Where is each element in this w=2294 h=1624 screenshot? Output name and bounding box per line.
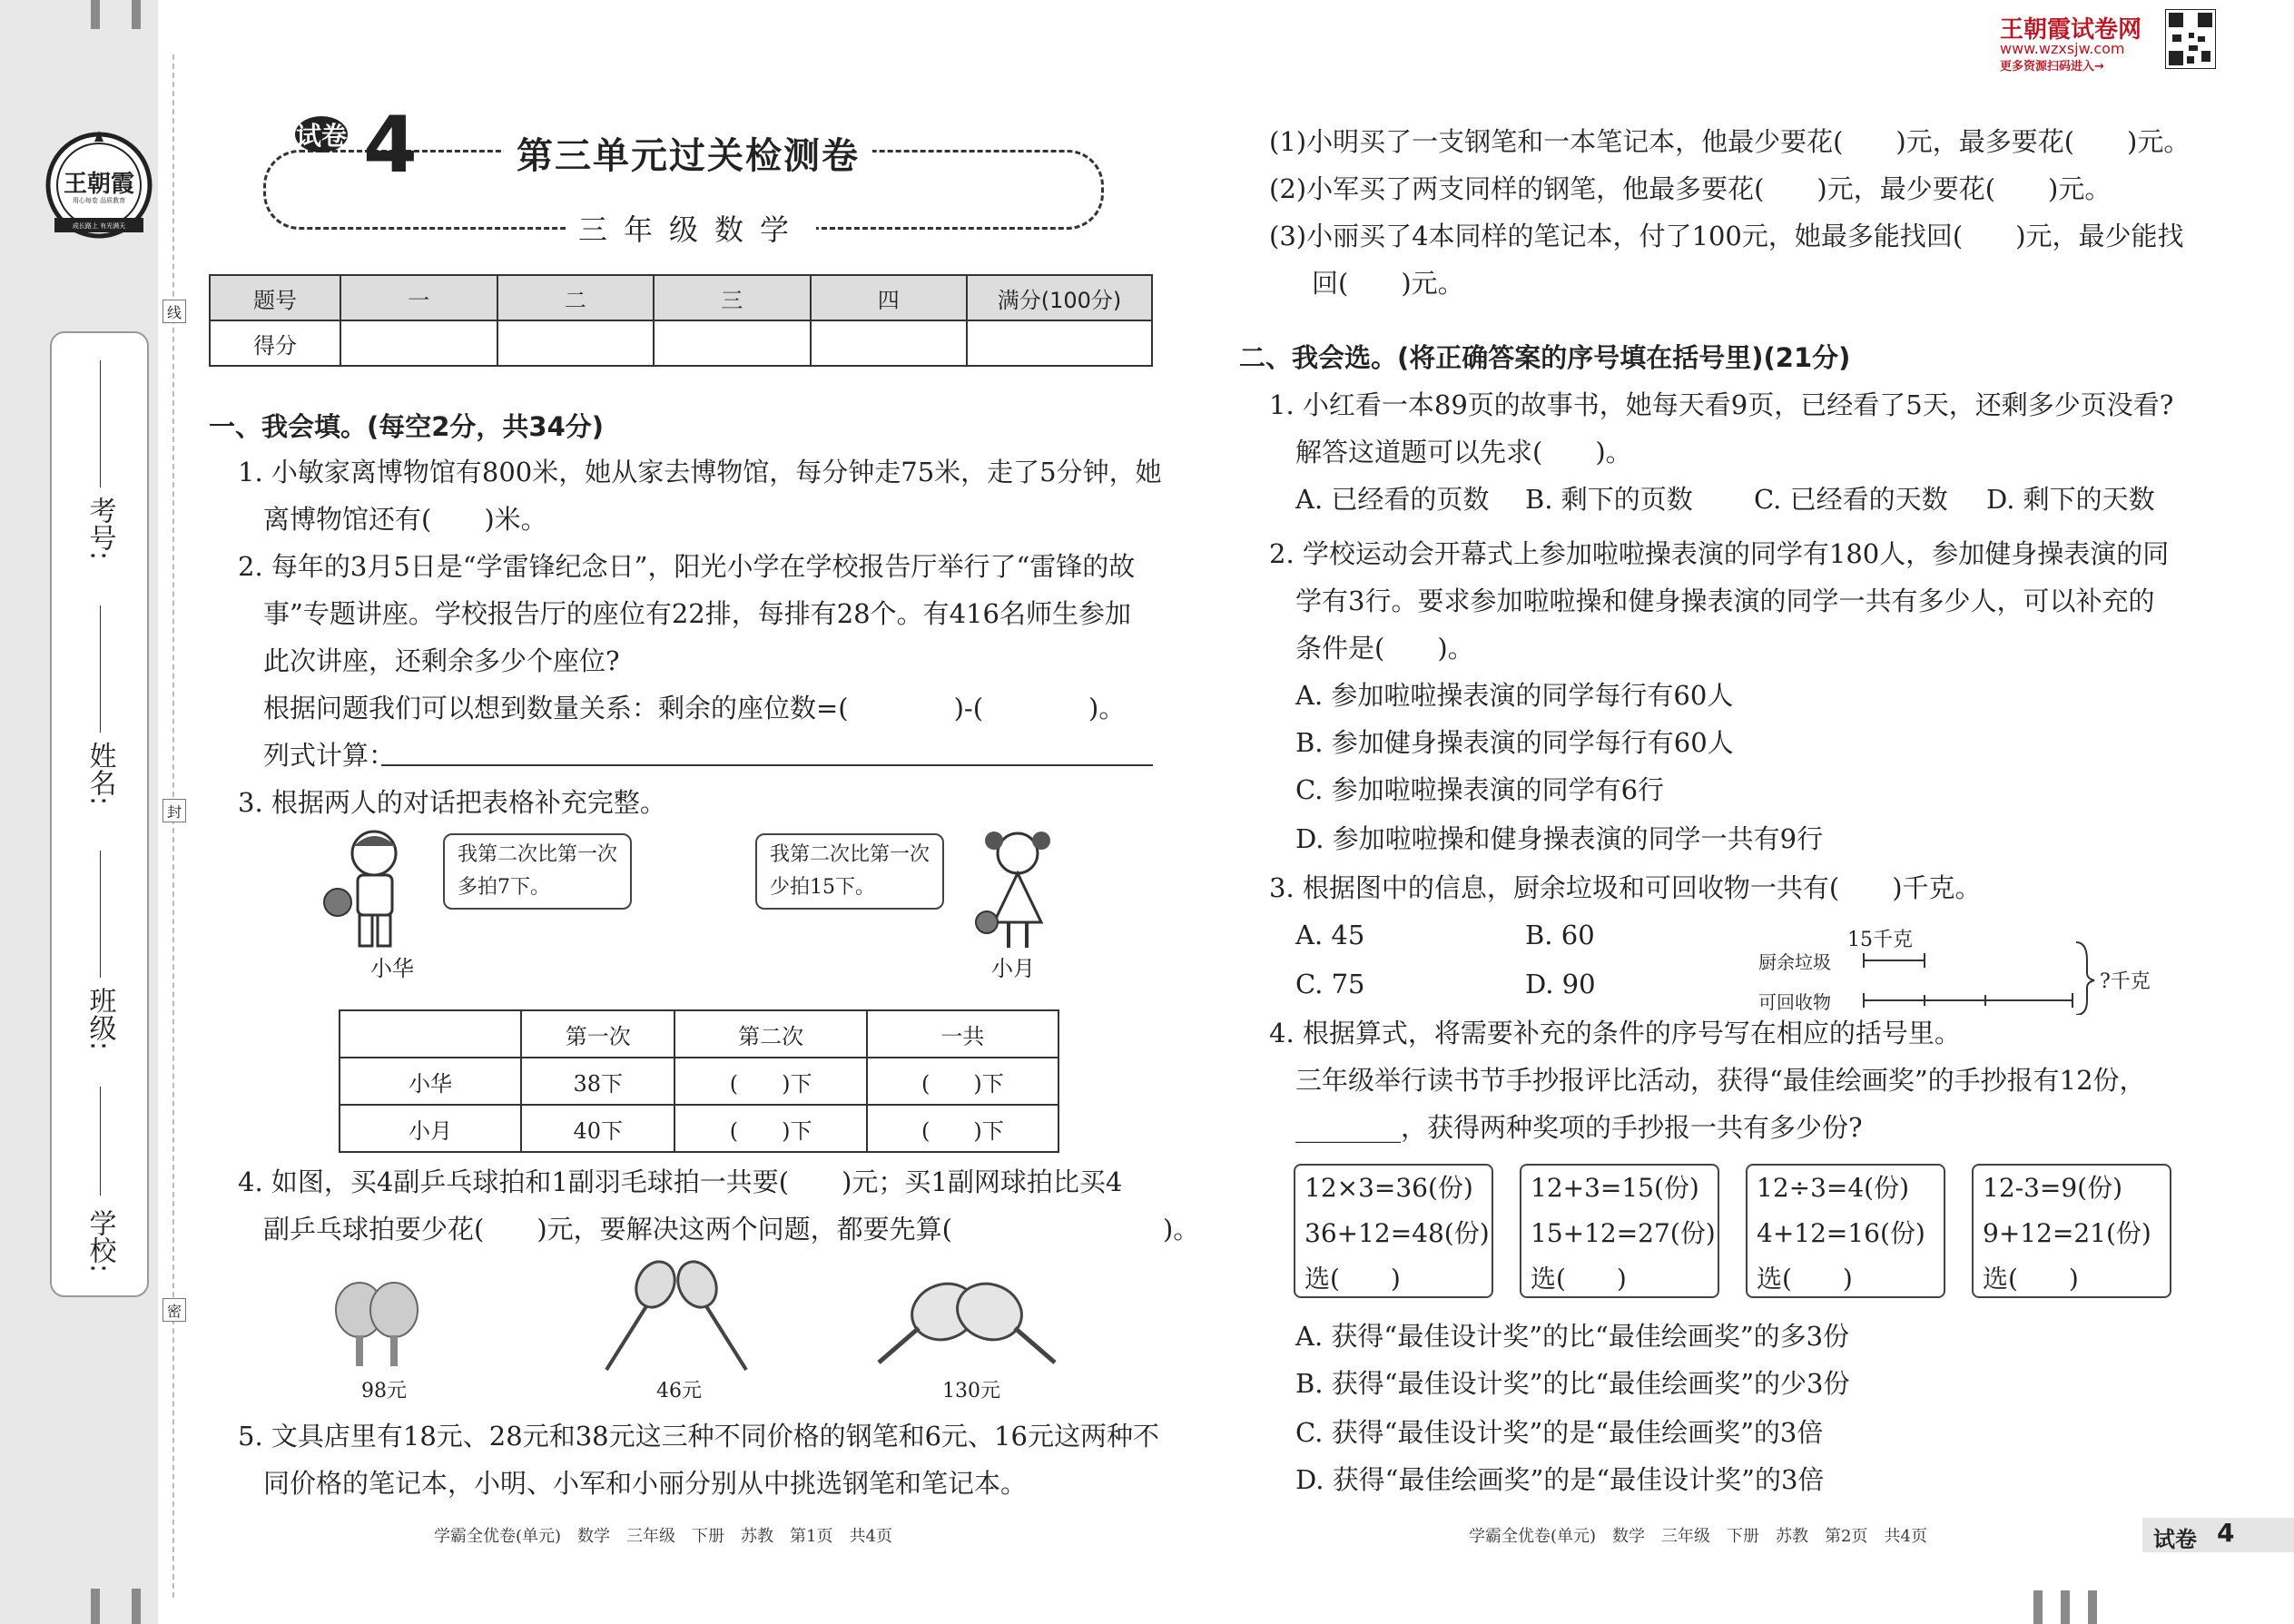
- score-header-cell: 三: [654, 275, 811, 320]
- ping-pong-paddles-icon: [327, 1275, 427, 1375]
- badminton-rackets-icon: [590, 1257, 763, 1380]
- s2-q1-line1: 1. 小红看一本89页的故事书，她每天看9页，已经看了5天，还剩多少页没看?: [1269, 389, 2174, 420]
- s2-q3-option-c: C. 75: [1295, 969, 1365, 999]
- table-row: [340, 1010, 1058, 1058]
- tab-number: 4: [2217, 1518, 2235, 1548]
- table-cell: 40下: [521, 1105, 674, 1152]
- s2-q2-line3: 条件是( )。: [1295, 633, 1474, 664]
- score-header-cell: 满分(100分): [967, 275, 1152, 320]
- s2-q2-option-d: D. 参加啦啦操和健身操表演的同学一共有9行: [1295, 823, 1824, 854]
- s2-q3-option-b: B. 60: [1525, 920, 1595, 950]
- s2-q4-option-a: A. 获得“最佳设计奖”的比“最佳绘画奖”的多3份: [1295, 1321, 1850, 1352]
- table-cell[interactable]: ( )下: [867, 1058, 1058, 1105]
- score-cell[interactable]: [967, 320, 1152, 366]
- s2-q4-option-d: D. 获得“最佳绘画奖”的是“最佳设计奖”的3倍: [1295, 1464, 1825, 1495]
- price-tennis: 130元: [942, 1380, 1000, 1403]
- speech-bubble-right: 我第二次比第一次 少拍15下。: [755, 833, 944, 910]
- score-header-row: [210, 275, 1152, 320]
- s2-q4-line2: 三年级举行读书节手抄报评比活动，获得“最佳绘画奖”的手抄报有12份，: [1295, 1065, 2146, 1096]
- score-cell[interactable]: [497, 320, 655, 366]
- binding-mark: [2033, 1590, 2043, 1624]
- calc-box: 12÷3=4(份) 4+12=16(份) 选( ): [1746, 1164, 1945, 1298]
- exam-number-label: 考号:: [84, 497, 116, 561]
- table-cell[interactable]: ( )下: [867, 1105, 1058, 1152]
- q2-line4: 根据问题我们可以想到数量关系：剩余的座位数=( )-( )。: [263, 693, 1126, 723]
- brand-tagline: 更多资源扫码进入→: [2000, 60, 2104, 74]
- s2-q2-option-a: A. 参加啦啦操表演的同学每行有60人: [1295, 680, 1734, 711]
- girl-name: 小月: [991, 956, 1035, 981]
- paper-badge: 试卷: [295, 116, 348, 153]
- cut-mark-line: 线: [162, 300, 186, 323]
- choice-slot[interactable]: 选( ): [1983, 1264, 2079, 1294]
- table-header-cell: 第一次: [521, 1010, 674, 1058]
- page-title: 第三单元过关检测卷: [504, 127, 872, 179]
- s2-q4-line3: ________，获得两种奖项的手抄报一共有多少份?: [1295, 1112, 1863, 1143]
- calc-box: 12-3=9(份) 9+12=21(份) 选( ): [1972, 1164, 2171, 1298]
- q4-line1: 4. 如图，买4副乒乓球拍和1副羽毛球拍一共要( )元；买1副网球拍比买4: [238, 1166, 1123, 1197]
- footer-left: 学霸全优卷(单元) 数学 三年级 下册 苏教 第1页 共4页: [434, 1527, 892, 1546]
- section2-heading: 二、我会选。(将正确答案的序号填在括号里)(21分): [1239, 342, 1851, 373]
- logo-sub1: 用心每卷 品质教育: [72, 197, 126, 204]
- calc-box: 12×3=36(份) 36+12=48(份) 选( ): [1294, 1164, 1493, 1298]
- boy-illustration: [318, 826, 427, 953]
- choice-slot[interactable]: 选( ): [1531, 1264, 1627, 1294]
- s2-q2-option-c: C. 参加啦啦操表演的同学有6行: [1295, 774, 1665, 805]
- score-cell[interactable]: [340, 320, 497, 366]
- section1-heading: 一、我会填。(每空2分，共34分): [209, 411, 605, 442]
- paper-tab: [2142, 1518, 2294, 1552]
- score-row: [210, 320, 1152, 366]
- table-header-cell: [340, 1010, 521, 1058]
- s2-q1-option-c: C. 已经看的天数: [1754, 484, 1948, 515]
- s2-q1-option-b: B. 剩下的页数: [1525, 484, 1693, 515]
- table-cell[interactable]: ( )下: [674, 1105, 866, 1152]
- dialog-table: [339, 1009, 1059, 1153]
- table-cell: 小月: [340, 1105, 521, 1152]
- q5-line1: 5. 文具店里有18元、28元和38元这三种不同价格的钢笔和6元、16元这两种不: [238, 1421, 1159, 1452]
- brand-name: 王朝霞试卷网: [2000, 16, 2142, 44]
- binding-mark: [91, 0, 100, 29]
- qr-code-icon[interactable]: [2165, 9, 2216, 69]
- score-header-cell: 四: [811, 275, 968, 320]
- binding-mark: [2061, 1590, 2070, 1624]
- table-cell[interactable]: ( )下: [674, 1058, 866, 1105]
- s2-q4-option-b: B. 获得“最佳设计奖”的比“最佳绘画奖”的少3份: [1295, 1368, 1850, 1399]
- score-table: [209, 274, 1153, 367]
- s2-q3-text: 3. 根据图中的信息，厨余垃圾和可回收物一共有( )千克。: [1269, 872, 1982, 903]
- s2-q4-line1: 4. 根据算式，将需要补充的条件的序号写在相应的括号里。: [1269, 1018, 1961, 1048]
- tab-label: 试卷: [2153, 1527, 2197, 1552]
- diagram-total-label: ?千克: [2100, 970, 2151, 993]
- tennis-rackets-icon: [871, 1275, 1062, 1375]
- score-header-cell: 题号: [210, 275, 340, 320]
- table-header-cell: 第二次: [674, 1010, 866, 1058]
- calc-box: 12+3=15(份) 15+12=27(份) 选( ): [1520, 1164, 1719, 1298]
- logo-text: 王朝霞: [63, 171, 134, 198]
- binding-mark: [132, 0, 141, 29]
- s2-q2-option-b: B. 参加健身操表演的同学每行有60人: [1295, 727, 1734, 758]
- logo-sub2: 成长路上 有光满天: [72, 222, 126, 230]
- table-cell: 小华: [340, 1058, 521, 1105]
- q5-line2: 同价格的笔记本，小明、小军和小丽分别从中挑选钢笔和笔记本。: [263, 1468, 1028, 1499]
- q5-sub1: (1)小明买了一支钢笔和一本笔记本，他最少要花( )元，最多要花( )元。: [1269, 126, 2191, 157]
- score-label: 得分: [210, 320, 340, 366]
- segment-diagram: [1757, 924, 2174, 1015]
- diagram-row2-label: 可回收物: [1758, 991, 1831, 1013]
- answer-line[interactable]: [381, 764, 1153, 766]
- s2-q3-option-a: A. 45: [1295, 920, 1365, 950]
- q5-sub3: (3)小丽买了4本同样的笔记本，付了100元，她最多能找回( )元，最少能找: [1269, 221, 2184, 251]
- score-cell[interactable]: [811, 320, 968, 366]
- cut-mark-secret: 密: [162, 1298, 186, 1322]
- table-row: [340, 1105, 1058, 1152]
- binding-mark: [132, 1589, 141, 1624]
- girl-illustration: [967, 826, 1067, 953]
- boy-name: 小华: [370, 956, 414, 981]
- s2-q1-option-a: A. 已经看的页数: [1295, 484, 1490, 515]
- price-badminton: 46元: [656, 1380, 702, 1403]
- table-header-cell: 一共: [867, 1010, 1058, 1058]
- speech-bubble-left: 我第二次比第一次 多拍7下。: [443, 833, 632, 910]
- score-header-cell: 一: [340, 275, 497, 320]
- cut-line: [172, 54, 174, 1598]
- s2-q2-line1: 2. 学校运动会开幕式上参加啦啦操表演的同学有180人，参加健身操表演的同: [1269, 538, 2170, 569]
- s2-q1-option-d: D. 剩下的天数: [1986, 484, 2155, 515]
- binding-mark: [91, 1589, 100, 1624]
- score-header-cell: 二: [497, 275, 655, 320]
- page-subtitle: 三年级数学: [567, 207, 816, 249]
- diagram-label-top: 15千克: [1847, 929, 1913, 951]
- s2-q4-option-c: C. 获得“最佳设计奖”的是“最佳绘画奖”的3倍: [1295, 1417, 1824, 1448]
- q2-line1: 2. 每年的3月5日是“学雷锋纪念日”，阳光小学在学校报告厅举行了“雷锋的故: [238, 551, 1136, 582]
- student-info-box: [50, 331, 149, 1297]
- class-label: 班级:: [84, 987, 116, 1051]
- q3-text: 3. 根据两人的对话把表格补充完整。: [238, 787, 666, 818]
- s2-q2-line2: 学有3行。要求参加啦啦操和健身操表演的同学一共有多少人，可以补充的: [1295, 586, 2155, 616]
- q4-line2: 副乒乓球拍要少花( )元，要解决这两个问题，都要先算( )。: [263, 1214, 1200, 1245]
- cut-mark-seal: 封: [162, 799, 186, 822]
- q1-line1: 1. 小敏家离博物馆有800米，她从家去博物馆，每分钟走75米，走了5分钟，她: [238, 457, 1162, 487]
- diagram-row1-label: 厨余垃圾: [1758, 951, 1831, 973]
- footer-right: 学霸全优卷(单元) 数学 三年级 下册 苏教 第2页 共4页: [1469, 1527, 1927, 1546]
- paper-number: 4: [363, 100, 418, 191]
- choice-slot[interactable]: 选( ): [1757, 1264, 1853, 1294]
- q5-sub2: (2)小军买了两支同样的钢笔，他最多要花( )元，最少要花( )元。: [1269, 173, 2112, 204]
- q5-sub3-cont: 回( )元。: [1312, 268, 1464, 299]
- table-cell: 38下: [521, 1058, 674, 1105]
- table-row: [340, 1058, 1058, 1105]
- s2-q1-line2: 解答这道题可以先求( )。: [1295, 437, 1632, 468]
- s2-q3-option-d: D. 90: [1525, 969, 1596, 999]
- binding-mark: [2088, 1590, 2097, 1624]
- brand-url[interactable]: www.wzxsjw.com: [2000, 40, 2125, 57]
- choice-slot[interactable]: 选( ): [1305, 1264, 1401, 1294]
- price-pingpong: 98元: [361, 1380, 407, 1403]
- q2-line2: 事”专题讲座。学校报告厅的座位有22排，每排有28个。有416名师生参加: [263, 598, 1131, 629]
- q2-line5: 列式计算：: [263, 740, 396, 771]
- q1-line2: 离博物馆还有( )米。: [263, 504, 547, 535]
- school-label: 学校:: [84, 1209, 116, 1274]
- brand-logo: [45, 127, 153, 243]
- q2-line3: 此次讲座，还剩余多少个座位?: [263, 645, 620, 676]
- name-label: 姓名:: [84, 742, 116, 806]
- score-cell[interactable]: [654, 320, 811, 366]
